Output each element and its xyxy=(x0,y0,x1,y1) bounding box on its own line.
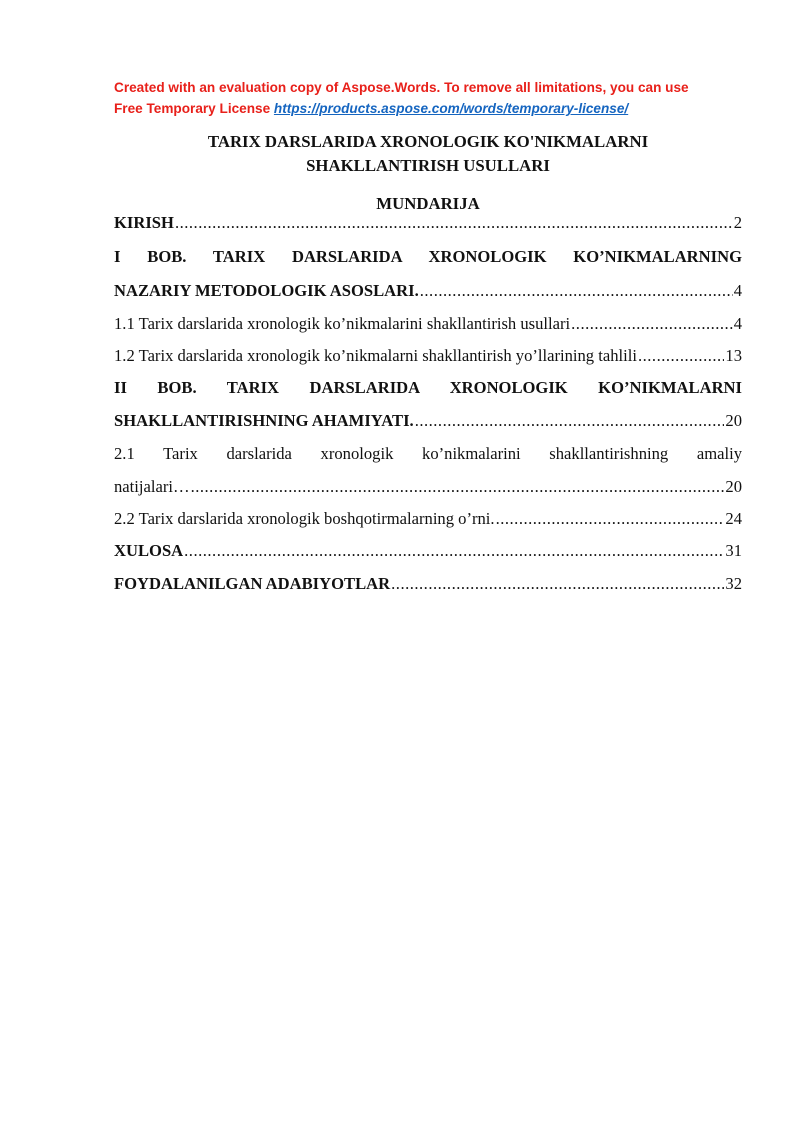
watermark-line-1: Created with an evaluation copy of Aspose.Words. To remove all limitations, you can use xyxy=(114,80,689,95)
toc-entry-label: 2.1 Tarix darslarida xronologik ko’nikmalarini shakllantirishning amaliy xyxy=(114,444,742,463)
toc-entry-foydalanilgan[interactable] xyxy=(114,574,742,598)
toc-leader-dots xyxy=(184,541,724,561)
toc-leader-dots xyxy=(415,411,725,431)
toc-leader-dots xyxy=(175,213,733,233)
toc-leader-dots xyxy=(496,509,725,529)
toc-entry-label: NAZARIY METODOLOGIK ASOSLARI. xyxy=(114,281,419,300)
toc-entry-label: natijalari… xyxy=(114,477,190,496)
toc-entry-label: 1.1 Tarix darslarida xronologik ko’nikmalarini shakllantirish usullari xyxy=(114,314,571,333)
toc-entry-1-1[interactable] xyxy=(114,314,742,338)
title-line-1: TARIX DARSLARIDA XRONOLOGIK KO'NIKMALARNI xyxy=(207,132,649,151)
toc-leader-dots xyxy=(420,281,733,301)
toc-page-number: 20 xyxy=(725,411,742,430)
toc-entry-label: XULOSA xyxy=(114,541,184,560)
toc-entry-xulosa[interactable] xyxy=(114,541,742,565)
toc-leader-dots xyxy=(638,346,724,366)
toc-entry-label: I BOB. TARIX DARSLARIDA XRONOLOGIK KO’NIKMALARNING xyxy=(114,247,742,266)
watermark-license-text: Free Temporary License xyxy=(114,101,274,116)
toc-page-number: 20 xyxy=(725,477,742,496)
toc-entry-label: SHAKLLANTIRISHNING AHAMIYATI. xyxy=(114,411,414,430)
toc-page-number: 24 xyxy=(725,509,742,528)
toc-entry-bob1-cont[interactable] xyxy=(114,281,742,305)
toc-entry-label: II BOB. TARIX DARSLARIDA XRONOLOGIK KO’NIKMALARNI xyxy=(114,378,742,397)
toc-entry-2-1[interactable] xyxy=(114,444,742,468)
toc-entry-label: FOYDALANILGAN ADABIYOTLAR xyxy=(114,574,391,593)
toc-entry-label: KIRISH xyxy=(114,213,174,232)
license-link[interactable]: https://products.aspose.com/words/temporary-license/ xyxy=(273,101,629,116)
toc-leader-dots xyxy=(571,314,733,334)
toc-page-number: 4 xyxy=(733,314,742,333)
toc-entry-bob2[interactable] xyxy=(114,378,742,402)
toc-entry-label: 2.2 Tarix darslarida xronologik boshqotirmalarning o’rni. xyxy=(114,509,495,528)
toc-entry-kirish[interactable] xyxy=(114,213,742,237)
toc-entry-2-1-cont[interactable] xyxy=(114,477,742,501)
evaluation-watermark xyxy=(114,77,754,119)
toc-page-number: 31 xyxy=(725,541,742,560)
toc-heading: MUNDARIJA xyxy=(376,194,480,213)
toc-page-number: 32 xyxy=(725,574,742,593)
toc-entry-label: 1.2 Tarix darslarida xronologik ko’nikmalarni shakllantirish yo’llarining tahlili xyxy=(114,346,637,365)
toc-entry-1-2[interactable] xyxy=(114,346,742,370)
watermark-line-2 xyxy=(114,98,754,119)
toc-page-number: 13 xyxy=(725,346,742,365)
document-title xyxy=(114,130,742,178)
toc-page-number: 2 xyxy=(733,213,742,232)
toc-page-number: 4 xyxy=(733,281,742,300)
toc-leader-dots xyxy=(391,574,724,594)
toc-entry-bob1[interactable] xyxy=(114,247,742,271)
title-line-2: SHAKLLANTIRISH USULLARI xyxy=(306,156,550,175)
toc-leader-dots xyxy=(191,477,725,497)
toc-entry-bob2-cont[interactable] xyxy=(114,411,742,435)
toc-entry-2-2[interactable] xyxy=(114,509,742,533)
